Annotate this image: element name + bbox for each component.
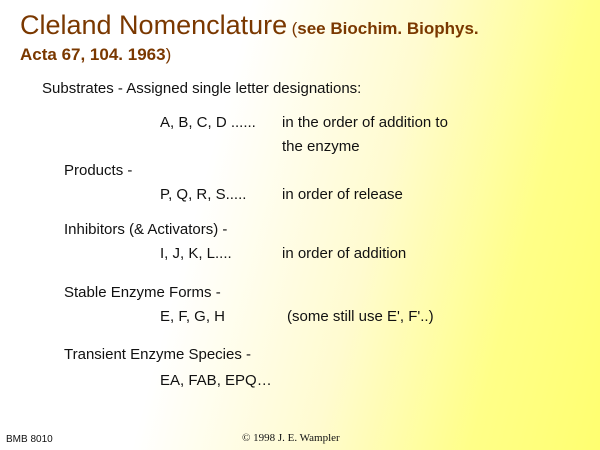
inhibitors-heading: Inhibitors (& Activators) - — [64, 221, 228, 238]
title-paren-open: ( — [291, 19, 298, 38]
transient-species-heading: Transient Enzyme Species - — [64, 346, 252, 363]
substrates-heading: Substrates - Assigned single letter designations: — [42, 80, 362, 97]
transient-species-letters: EA, FAB, EPQ… — [160, 372, 272, 389]
footer-course-code: BMB 8010 — [6, 434, 53, 445]
substrates-note-line2: the enzyme — [282, 138, 360, 155]
title-citation-part2: Acta 67, 104. 1963 — [20, 45, 166, 64]
title-citation-part1: see Biochim. Biophys. — [297, 19, 479, 38]
substrates-note-line1: in the order of addition to — [282, 114, 448, 131]
title-paren-close: ) — [165, 45, 172, 64]
title-main: Cleland Nomenclature — [20, 10, 288, 40]
products-heading: Products - — [64, 162, 133, 179]
products-letters: P, Q, R, S..... — [160, 186, 247, 203]
products-note: in order of release — [282, 186, 403, 203]
stable-forms-letters: E, F, G, H — [160, 308, 226, 325]
inhibitors-note: in order of addition — [282, 245, 407, 262]
substrates-letters: A, B, C, D ...... — [160, 114, 256, 131]
slide-title — [20, 10, 590, 65]
stable-forms-note: (some still use E', F'..) — [287, 308, 434, 325]
inhibitors-letters: I, J, K, L.... — [160, 245, 232, 262]
stable-forms-heading: Stable Enzyme Forms - — [64, 284, 221, 301]
footer-copyright: © 1998 J. E. Wampler — [242, 432, 340, 444]
